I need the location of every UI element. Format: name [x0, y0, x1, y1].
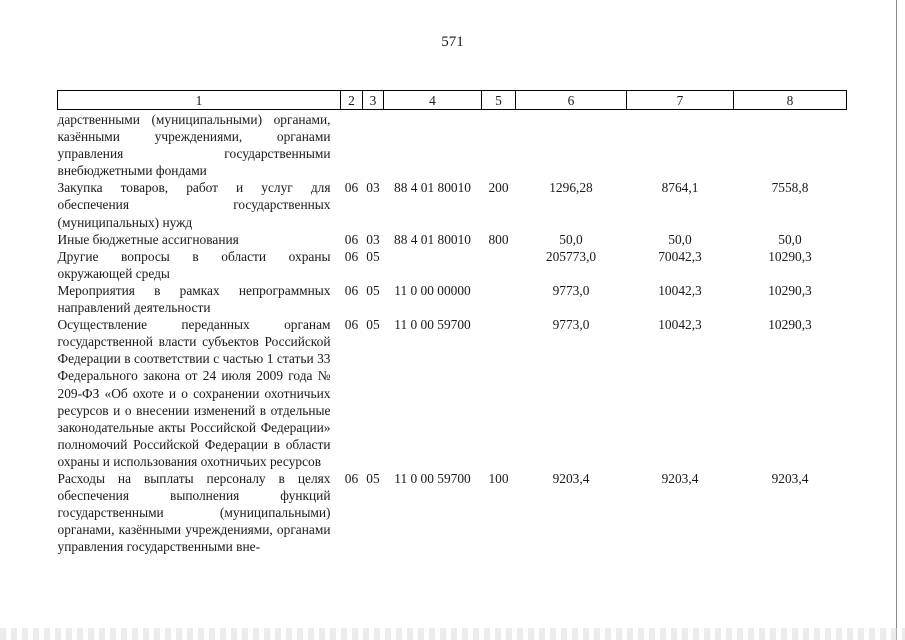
cell-amount-3 [734, 110, 847, 180]
cell-section: 06 [344, 231, 359, 247]
table-row [58, 179, 847, 230]
cell-amount-1: 205773,0 [545, 248, 597, 264]
cell-target-article [384, 248, 482, 282]
budget-table [57, 90, 847, 555]
scan-edge [0, 628, 905, 640]
table-row [58, 282, 847, 316]
cell-target-article: 11 0 00 00000 [394, 282, 471, 298]
table-row [58, 231, 847, 248]
cell-amount-3: 10290,3 [768, 317, 812, 333]
cell-amount-2: 10042,3 [658, 282, 702, 298]
cell-target-article [384, 110, 482, 180]
cell-amount-1: 9203,4 [552, 470, 590, 486]
cell-amount-2: 8764,1 [661, 180, 699, 196]
column-header: 7 [627, 91, 734, 110]
cell-amount-3: 9203,4 [771, 470, 809, 486]
cell-amount-1 [516, 110, 627, 180]
row-name: Закупка товаров, работ и услуг для обеспечения государственных (муниципальных) нужд [57, 180, 331, 230]
row-name: дарственными (муниципальными) органами, казёнными учреждениями, органами управления государственными внебюджетными фондами [57, 112, 331, 179]
cell-amount-1: 9773,0 [552, 282, 590, 298]
cell-section: 06 [344, 317, 359, 333]
cell-amount-2: 50,0 [668, 231, 692, 247]
cell-amount-2: 10042,3 [658, 317, 702, 333]
table-row [58, 470, 847, 555]
cell-target-article: 88 4 01 80010 [394, 231, 471, 247]
column-header: 6 [516, 91, 627, 110]
cell-amount-2: 9203,4 [661, 470, 699, 486]
cell-section [341, 110, 363, 180]
cell-subsection [363, 110, 384, 180]
column-header: 4 [384, 91, 482, 110]
cell-subsection: 05 [366, 470, 380, 486]
cell-subsection: 05 [366, 282, 380, 298]
cell-amount-3: 7558,8 [771, 180, 809, 196]
page-number: 571 [441, 34, 464, 50]
cell-section: 06 [344, 470, 359, 486]
cell-expense-type: 100 [488, 470, 509, 486]
cell-subsection: 05 [366, 317, 380, 333]
cell-section: 06 [344, 248, 359, 264]
page-edge [896, 0, 897, 640]
cell-expense-type [482, 110, 516, 180]
cell-amount-3: 10290,3 [768, 282, 812, 298]
cell-expense-type [482, 316, 516, 470]
table-row [58, 110, 847, 180]
cell-subsection: 03 [366, 180, 380, 196]
cell-amount-3: 50,0 [778, 231, 802, 247]
table-row [58, 248, 847, 282]
cell-expense-type [482, 282, 516, 316]
row-name: Другие вопросы в области охраны окружающей среды [57, 248, 331, 281]
column-header: 2 [341, 91, 363, 110]
column-header: 8 [734, 91, 847, 110]
cell-subsection: 03 [366, 231, 380, 247]
row-name: Мероприятия в рамках непрограммных направлений деятельности [57, 282, 331, 316]
cell-amount-1: 50,0 [559, 231, 583, 247]
cell-expense-type: 800 [488, 231, 509, 247]
cell-target-article: 11 0 00 59700 [394, 470, 471, 486]
table-row [58, 316, 847, 470]
cell-amount-1: 1296,28 [549, 180, 593, 196]
header-row [58, 91, 847, 110]
cell-target-article: 11 0 00 59700 [394, 317, 471, 333]
column-header: 3 [363, 91, 384, 110]
cell-section: 06 [344, 180, 359, 196]
cell-expense-type [482, 248, 516, 282]
cell-subsection: 05 [366, 248, 380, 264]
column-header: 1 [58, 91, 341, 110]
cell-section: 06 [344, 282, 359, 298]
row-name: Осуществление переданных органам государственной власти субъектов Российской Федерации в соответствии с частью 1 статьи 33 Федерального закона от 24 июля 2009 года № 209-ФЗ «Об охоте и о сохранении охотничьих ресурсов и о внесении изменений в отдельные законодательные акты Российской Федерации» полномочий Российской Федерации в области охраны и использования охотничьих ресурсов [57, 317, 331, 469]
cell-amount-3: 10290,3 [768, 248, 812, 264]
cell-amount-2 [627, 110, 734, 180]
row-name: Расходы на выплаты персоналу в целях обеспечения выполнения функций государственными (муниципальными) органами, казёнными учреждениями, органами управления государственными вне- [57, 470, 331, 555]
cell-amount-2: 70042,3 [658, 248, 702, 264]
column-header: 5 [482, 91, 516, 110]
row-name: Иные бюджетные ассигнования [57, 231, 239, 247]
cell-amount-1: 9773,0 [552, 317, 590, 333]
cell-expense-type: 200 [488, 180, 509, 196]
cell-target-article: 88 4 01 80010 [394, 180, 471, 196]
